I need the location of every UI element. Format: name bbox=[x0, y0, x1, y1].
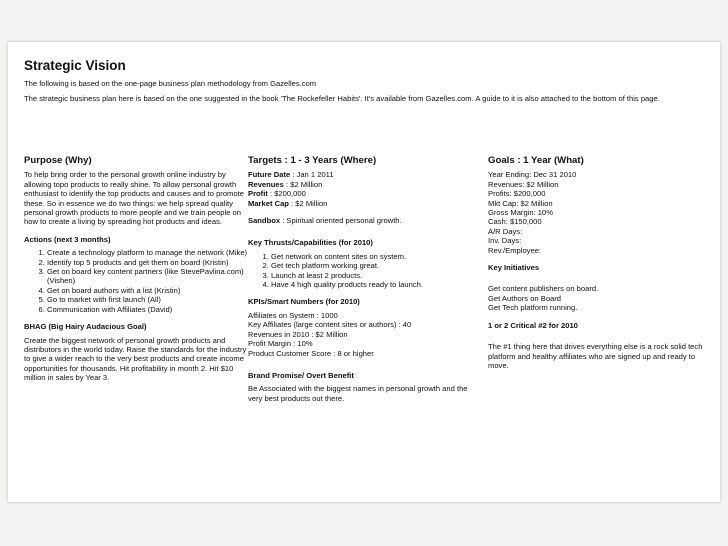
kpis-heading: KPIs/Smart Numbers (for 2010) bbox=[248, 297, 360, 307]
revenues-value: : $2 Million bbox=[283, 179, 323, 189]
kpi-line: Profit Margin : 10% bbox=[248, 339, 313, 349]
revenues-label: Revenues bbox=[248, 179, 284, 189]
actions-heading: Actions (next 3 months) bbox=[24, 234, 111, 244]
list-item: 2. Identify top 5 products and get them on board (Kristin) bbox=[47, 258, 248, 267]
page-title: Strategic Vision bbox=[24, 58, 126, 73]
spacer bbox=[248, 289, 480, 297]
goal-line: Profits: $200,000 bbox=[488, 189, 546, 199]
targets-column bbox=[248, 156, 480, 403]
goal-line: Gross Margin: 10% bbox=[488, 208, 553, 218]
profit-label: Profit bbox=[248, 189, 268, 199]
spacer bbox=[24, 227, 248, 235]
list-item: 2. Get tech platform working great. bbox=[271, 261, 480, 270]
bhag-heading: BHAG (Big Hairy Audacious Goal) bbox=[24, 322, 147, 332]
target-profit bbox=[248, 189, 480, 198]
kpi-line: Product Customer Score : 8 or higher bbox=[248, 348, 374, 358]
list-item: 4. Get on board authors with a list (Kristin) bbox=[47, 286, 248, 295]
goals-column bbox=[488, 156, 706, 370]
market-cap-value: : $2 Million bbox=[288, 198, 328, 208]
initiative-line: Get content publishers on board. bbox=[488, 284, 599, 294]
spacer bbox=[488, 313, 706, 321]
sandbox-value: : Spiritual oriented personal growth. bbox=[280, 216, 402, 226]
target-sandbox bbox=[248, 216, 480, 225]
spacer bbox=[248, 358, 480, 371]
document-page bbox=[8, 42, 720, 502]
brand-text: Be Associated with the biggest names in personal growth and the very best products out there. bbox=[248, 384, 468, 403]
goal-line: Inv. Days: bbox=[488, 236, 522, 246]
spacer bbox=[248, 225, 480, 238]
targets-heading: Targets : 1 - 3 Years (Where) bbox=[248, 155, 377, 166]
profit-value: : $200,000 bbox=[267, 189, 306, 199]
goal-line: Rev./Employee: bbox=[488, 245, 542, 255]
goal-line: Year Ending: Dec 31 2010 bbox=[488, 170, 577, 180]
critical-heading: 1 or 2 Critical #2 for 2010 bbox=[488, 320, 578, 330]
goal-line: Mkt Cap: $2 Million bbox=[488, 198, 553, 208]
intro-line-1: The following is based on the one-page business plan methodology from Gazelles.com bbox=[24, 79, 317, 88]
kpi-line: Revenues in 2010 : $2 Million bbox=[248, 329, 348, 339]
goal-line: Revenues: $2 Million bbox=[488, 179, 559, 189]
intro-line-2: The strategic business plan here is based on the one suggested in the book 'The Rockefeller Habits'. It's available from Gazelles.com. A guide to it is also attached to the bottom of this page. bbox=[24, 93, 660, 103]
critical-text: The #1 thing here that drives everything else is a rock solid tech platform and healthy affiliates who are signed up and ready to move. bbox=[488, 342, 703, 370]
target-market-cap bbox=[248, 199, 480, 208]
spacer bbox=[248, 208, 480, 216]
spacer bbox=[24, 314, 248, 322]
spacer bbox=[488, 255, 706, 263]
sandbox-label: Sandbox bbox=[248, 216, 281, 226]
kpi-line: Key Affiliates (large content sites or authors) : 40 bbox=[248, 320, 412, 330]
market-cap-label: Market Cap bbox=[248, 198, 289, 208]
thrusts-heading: Key Thrusts/Capabilities (for 2010) bbox=[248, 238, 373, 248]
purpose-text: To help bring order to the personal growth online industry by allowing topo products to really shine. To allow personal growth enthusiast to identify the top products and causes and to promote these. So in essence we do two things: we help spread quality personal growth products to more people and we train people on how to create a living by spreading hot products and ideas. bbox=[24, 170, 244, 227]
actions-list bbox=[24, 248, 248, 314]
list-item: 6. Communication with Affiliates (David) bbox=[47, 305, 248, 314]
future-date-label: Future Date bbox=[248, 170, 291, 180]
list-item: 3. Launch at least 2 products. bbox=[271, 271, 480, 280]
spacer bbox=[488, 276, 706, 284]
initiatives-heading: Key Initiatives bbox=[488, 263, 540, 273]
brand-heading: Brand Promise/ Overt Benefit bbox=[248, 370, 354, 380]
list-item: 4. Have 4 high quality products ready to launch. bbox=[271, 280, 480, 289]
list-item: 1. Get network on content sites on system. bbox=[271, 252, 480, 261]
kpi-line: Affiliates on System : 1000 bbox=[248, 310, 338, 320]
initiative-line: Get Tech platform running. bbox=[488, 303, 578, 313]
target-revenues bbox=[248, 180, 480, 189]
target-future-date bbox=[248, 170, 480, 179]
goals-heading: Goals : 1 Year (What) bbox=[488, 155, 584, 166]
thrusts-list bbox=[248, 252, 480, 290]
goal-line: A/R Days: bbox=[488, 226, 523, 236]
purpose-column bbox=[24, 156, 248, 383]
initiative-line: Get Authors on Board bbox=[488, 293, 562, 303]
list-item: 1. Create a technology platform to manage the network (Mike) bbox=[47, 248, 248, 257]
list-item: 3. Get on board key content partners (like StevePavlina.com) (Vishen) bbox=[47, 267, 248, 286]
document-header bbox=[24, 58, 704, 108]
bhag-text: Create the biggest network of personal growth products and distributors in the world today. Raise the standards for the industry to give a wider reach to the very best products and create income opportunities for thousands. Hit profitability in month 2. Hit $10 million in sales by Year 3. bbox=[24, 335, 247, 383]
list-item: 5. Go to market with first launch (All) bbox=[47, 295, 248, 304]
purpose-heading: Purpose (Why) bbox=[24, 155, 92, 166]
spacer bbox=[488, 334, 706, 342]
goal-line: Cash: $150,000 bbox=[488, 217, 542, 227]
future-date-value: : Jan 1 2011 bbox=[290, 170, 334, 180]
